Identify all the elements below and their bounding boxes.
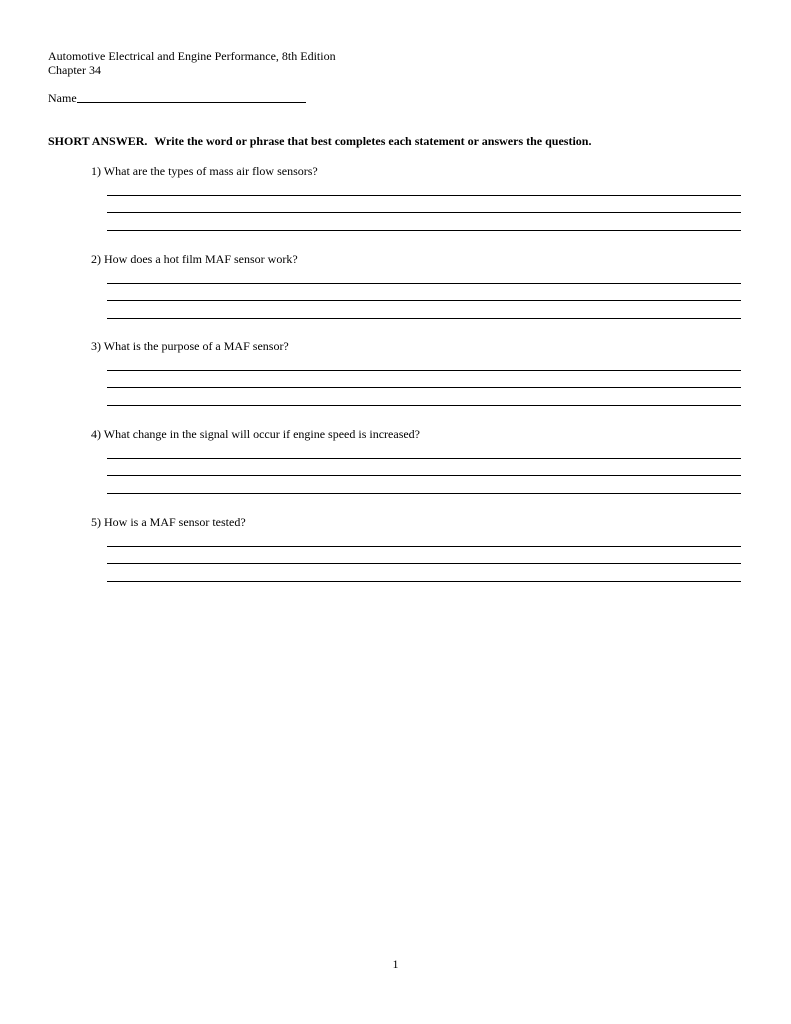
answer-line[interactable] <box>107 546 741 547</box>
question-4-text <box>91 427 741 441</box>
question-2-text <box>91 252 741 266</box>
question-number: 2) <box>91 252 101 266</box>
question-5-text <box>91 515 741 529</box>
answer-line[interactable] <box>107 300 741 301</box>
answer-line[interactable] <box>107 458 741 459</box>
question-number: 4) <box>91 427 101 441</box>
question-number: 3) <box>91 339 101 353</box>
document-header <box>48 49 336 77</box>
question-prompt: What is the purpose of a MAF sensor? <box>103 339 289 353</box>
answer-line[interactable] <box>107 405 741 406</box>
answer-line[interactable] <box>107 563 741 564</box>
question-5 <box>91 515 741 529</box>
chapter-label: Chapter 34 <box>48 63 101 77</box>
question-prompt: What change in the signal will occur if engine speed is increased? <box>103 427 421 441</box>
section-heading: SHORT ANSWER. <box>48 134 148 148</box>
answer-line[interactable] <box>107 212 741 213</box>
name-field-row <box>48 91 306 105</box>
question-prompt: How does a hot film MAF sensor work? <box>104 252 298 266</box>
name-label: Name <box>48 91 77 105</box>
answer-line[interactable] <box>107 387 741 388</box>
answer-line[interactable] <box>107 370 741 371</box>
answer-line[interactable] <box>107 318 741 319</box>
question-1-text <box>91 164 741 178</box>
question-number: 1) <box>91 164 101 178</box>
question-3-text <box>91 339 741 353</box>
question-prompt: How is a MAF sensor tested? <box>104 515 246 529</box>
answer-line[interactable] <box>107 230 741 231</box>
question-3 <box>91 339 741 353</box>
question-prompt: What are the types of mass air flow sensors? <box>103 164 318 178</box>
question-1 <box>91 164 741 178</box>
answer-line[interactable] <box>107 581 741 582</box>
answer-line[interactable] <box>107 195 741 196</box>
question-number: 5) <box>91 515 101 529</box>
name-blank-line[interactable] <box>77 102 306 103</box>
question-2 <box>91 252 741 266</box>
answer-line[interactable] <box>107 283 741 284</box>
instructions-text: Write the word or phrase that best completes each statement or answers the question. <box>154 134 592 148</box>
question-4 <box>91 427 741 441</box>
book-title: Automotive Electrical and Engine Performance, 8th Edition <box>48 49 336 63</box>
page-number: 1 <box>392 957 399 971</box>
answer-line[interactable] <box>107 493 741 494</box>
section-instructions <box>48 134 591 148</box>
answer-line[interactable] <box>107 475 741 476</box>
